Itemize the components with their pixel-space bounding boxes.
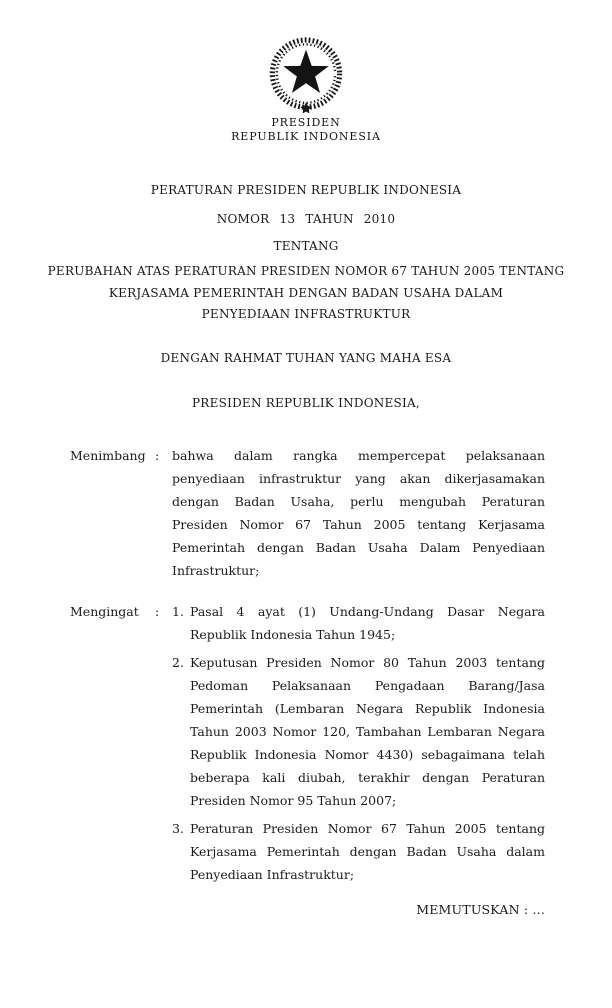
menimbang-colon: : — [155, 448, 160, 463]
legal-basis-item — [172, 600, 545, 646]
menimbang-body — [172, 444, 545, 582]
mengingat-clause — [70, 600, 545, 886]
menimbang-clause — [70, 444, 545, 582]
mengingat-body — [172, 600, 545, 886]
legal-basis-item-text: Keputusan Presiden Nomor 80 Tahun 2003 tentang Pedoman Pelaksanaan Pengadaan Barang/Jasa Pemerintah (Lembaran Negara Republik Indonesia Tahun 2003 Nomor 120, Tambahan Lembaran Negara Republik Indonesia Nomor 4430) sebagaimana telah beberapa kali diubah, terakhir dengan Peraturan Presiden Nomor 95 Tahun 2007; — [190, 655, 545, 808]
regulation-subject-line3: PENYEDIAAN INFRASTRUKTUR — [201, 307, 411, 321]
legal-basis-item-text: Peraturan Presiden Nomor 67 Tahun 2005 tentang Kerjasama Pemerintah dengan Badan Usaha dalam Penyediaan Infrastruktur; — [190, 821, 545, 882]
legal-basis-item-number: 1. — [172, 604, 184, 619]
regulation-subject-line2: KERJASAMA PEMERINTAH DENGAN BADAN USAHA DALAM — [108, 286, 504, 300]
presidential-seal-icon — [261, 36, 351, 116]
mengingat-label: Mengingat — [70, 604, 139, 619]
legal-basis-item-number: 2. — [172, 655, 184, 670]
regulation-subject-line1: PERUBAHAN ATAS PERATURAN PRESIDEN NOMOR 67 TAHUN 2005 TENTANG — [47, 264, 565, 278]
regulation-title: PERATURAN PRESIDEN REPUBLIK INDONESIA — [150, 183, 462, 197]
letterhead — [0, 0, 612, 144]
memutuskan-line: MEMUTUSKAN : ... — [416, 902, 545, 917]
letterhead-republik-indonesia: REPUBLIK INDONESIA — [231, 130, 381, 143]
regulation-tentang: TENTANG — [273, 239, 339, 253]
legal-basis-item-number: 3. — [172, 821, 184, 836]
menimbang-text: bahwa dalam rangka mempercepat pelaksanaan penyediaan infrastruktur yang akan dikerjasamakan dengan Badan Usaha, perlu mengubah Peraturan Presiden Nomor 67 Tahun 2005 tentang Kerjasama Pemerintah dengan Badan Usaha Dalam Penyediaan Infrastruktur; — [172, 448, 545, 578]
mengingat-colon: : — [155, 604, 160, 619]
legal-basis-item — [172, 651, 545, 812]
regulation-number: NOMOR 13 TAHUN 2010 — [216, 212, 396, 226]
menimbang-label: Menimbang — [70, 448, 146, 463]
regulation-title-block — [0, 184, 612, 321]
legal-basis-item — [172, 817, 545, 886]
invocation-line: DENGAN RAHMAT TUHAN YANG MAHA ESA — [160, 351, 452, 365]
issuer-line: PRESIDEN REPUBLIK INDONESIA, — [191, 396, 420, 410]
letterhead-presiden: PRESIDEN — [271, 116, 341, 129]
document-body — [70, 444, 545, 921]
legal-basis-item-text: Pasal 4 ayat (1) Undang-Undang Dasar Negara Republik Indonesia Tahun 1945; — [190, 604, 545, 642]
